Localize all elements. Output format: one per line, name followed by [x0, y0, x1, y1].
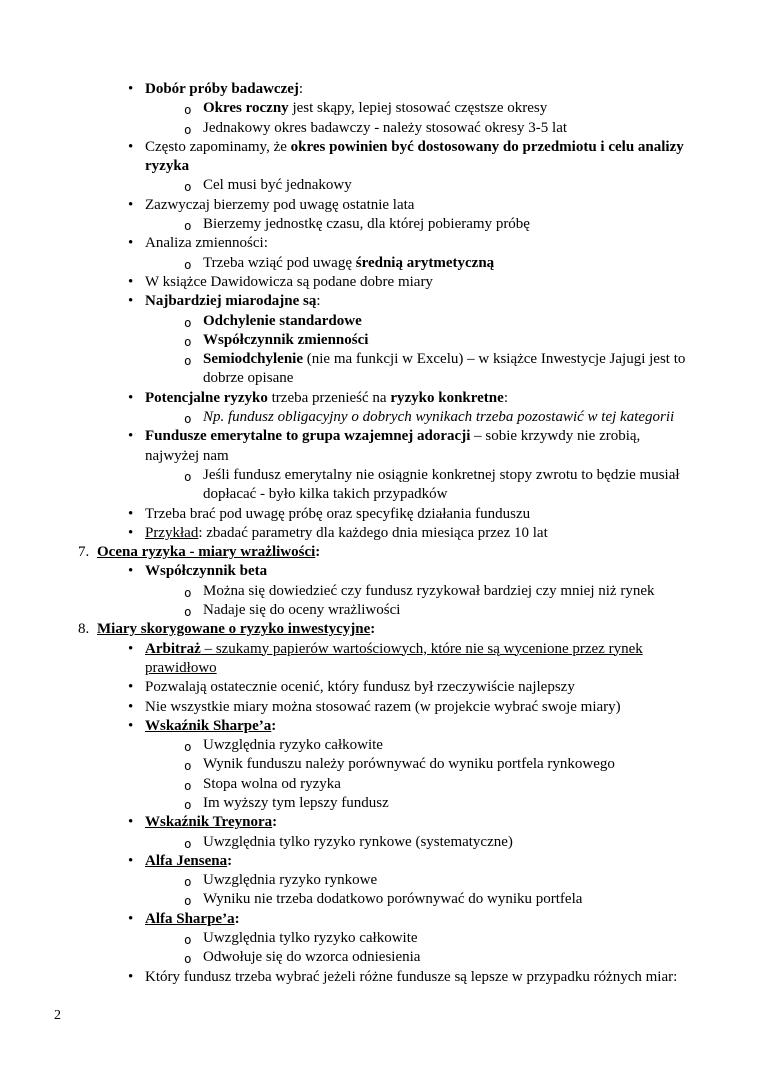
bullet-marker: o: [184, 411, 192, 427]
text-segment: Potencjalne ryzyko: [145, 389, 272, 406]
item-text: [203, 794, 732, 813]
item-text: [203, 890, 732, 909]
text-segment: trzeba przenieść na: [271, 389, 391, 406]
bullet-item: [0, 138, 760, 177]
text-segment: Analiza zmienności:: [145, 235, 268, 252]
item-text: [203, 176, 732, 195]
sub-bullet-item: [0, 254, 760, 273]
text-segment: Uwzględnia ryzyko rynkowe: [203, 872, 378, 889]
item-text: [145, 910, 730, 929]
bullet-item: [0, 80, 760, 99]
text-segment: Pozwalają ostatecznie ocenić, który fundusz był rzeczywiście najlepszy: [145, 679, 575, 696]
bullet-item: [0, 196, 760, 215]
text-segment: :: [234, 910, 240, 927]
text-segment: Uwzględnia ryzyko całkowite: [203, 737, 383, 754]
bullet-marker: •: [128, 428, 134, 445]
bullet-item: [0, 505, 760, 524]
text-segment: Arbitraż: [145, 640, 201, 657]
numbered-item: [0, 620, 760, 639]
sub-bullet-item: [0, 736, 760, 755]
text-segment: :: [315, 544, 321, 561]
item-text: [203, 119, 732, 138]
bullet-item: [0, 562, 760, 581]
item-text: [145, 196, 730, 215]
item-text: [145, 698, 730, 717]
bullet-item: [0, 273, 760, 292]
item-text: [145, 562, 730, 581]
text-segment: Stopa wolna od ryzyka: [203, 775, 341, 792]
item-text: [145, 234, 730, 253]
numbered-item: [0, 543, 760, 562]
item-text: [203, 833, 732, 852]
item-text: [145, 80, 730, 99]
sub-bullet-item: [0, 99, 760, 118]
bullet-marker: •: [128, 717, 134, 734]
bullet-item: [0, 389, 760, 408]
bullet-marker: o: [184, 604, 192, 620]
item-text: [203, 582, 732, 601]
text-segment: Przykład: [145, 524, 199, 541]
text-segment: jest skąpy, lepiej stosować częstsze okresy: [292, 100, 548, 117]
item-text: [203, 466, 732, 505]
text-segment: Wynik funduszu należy porównywać do wyniku portfela rynkowego: [203, 756, 615, 773]
bullet-marker: •: [128, 679, 134, 696]
text-segment: Wskaźnik Treynora: [145, 814, 273, 831]
bullet-item: [0, 698, 760, 717]
item-text: [145, 640, 730, 679]
item-text: [145, 678, 730, 697]
item-text: [203, 312, 732, 331]
bullet-item: [0, 524, 760, 543]
document-content: [0, 80, 760, 987]
item-text: [203, 254, 732, 273]
item-text: [203, 736, 732, 755]
bullet-marker: •: [128, 814, 134, 831]
item-text: [145, 813, 730, 832]
bullet-item: [0, 717, 760, 736]
item-number: 8.: [78, 621, 90, 638]
sub-bullet-item: [0, 601, 760, 620]
bullet-marker: o: [184, 218, 192, 234]
item-text: [145, 852, 730, 871]
text-segment: :: [271, 717, 277, 734]
text-segment: ryzyka: [145, 158, 190, 175]
text-segment: Najbardziej miarodajne są: [145, 293, 317, 310]
item-text: [145, 427, 730, 466]
bullet-marker: •: [128, 505, 134, 522]
bullet-marker: o: [184, 777, 192, 793]
item-text: [203, 755, 732, 774]
bullet-item: [0, 640, 760, 679]
bullet-marker: •: [128, 563, 134, 580]
text-segment: :: [503, 389, 508, 406]
sub-bullet-item: [0, 312, 760, 331]
text-segment: Dobór próby badawczej: [145, 81, 299, 97]
item-text: [145, 717, 730, 736]
item-text: [145, 389, 730, 408]
bullet-item: [0, 813, 760, 832]
text-segment: Odwołuje się do wzorca odniesienia: [203, 949, 421, 966]
bullet-marker: o: [184, 796, 192, 812]
bullet-item: [0, 852, 760, 871]
bullet-marker: o: [184, 951, 192, 967]
text-segment: :: [298, 81, 304, 97]
text-segment: Cel musi być jednakowy: [203, 177, 352, 194]
bullet-marker: •: [128, 640, 134, 657]
item-text: [145, 968, 730, 987]
sub-bullet-item: [0, 119, 760, 138]
text-segment: Nie wszystkie miary można stosować razem (w projekcie wybrać swoje miary): [145, 698, 621, 715]
item-text: [203, 99, 732, 118]
text-segment: Miary skorygowane o ryzyko inwestycyjne: [97, 621, 371, 638]
item-text: [203, 215, 732, 234]
sub-bullet-item: [0, 794, 760, 813]
text-segment: – szukamy papierów wartościowych, które nie są wycenione przez rynek: [200, 640, 643, 657]
bullet-item: [0, 234, 760, 253]
bullet-marker: •: [128, 81, 134, 97]
text-segment: W książce Dawidowicza są podane dobre miary: [145, 273, 433, 290]
bullet-marker: •: [128, 524, 134, 541]
item-text: [97, 543, 730, 562]
bullet-marker: •: [128, 852, 134, 869]
text-segment: (nie ma funkcji w Excelu) – w książce Inwestycje Jajugi jest to: [306, 351, 686, 368]
bullet-marker: •: [128, 273, 134, 290]
item-text: [145, 524, 730, 543]
sub-bullet-item: [0, 408, 760, 427]
bullet-marker: o: [184, 121, 192, 137]
item-text: [203, 408, 732, 427]
sub-bullet-item: [0, 871, 760, 890]
bullet-marker: o: [184, 739, 192, 755]
text-segment: Wskaźnik Sharpe’a: [145, 717, 272, 734]
text-segment: Ocena ryzyka - miary wrażliwości: [97, 544, 316, 561]
text-segment: Uwzględnia tylko ryzyko całkowite: [203, 930, 418, 947]
text-segment: Zazwyczaj bierzemy pod uwagę ostatnie lata: [145, 196, 415, 213]
sub-bullet-item: [0, 331, 760, 350]
bullet-marker: o: [184, 256, 192, 272]
bullet-marker: o: [184, 314, 192, 330]
bullet-marker: o: [184, 468, 192, 484]
text-segment: Okres roczny: [203, 100, 293, 117]
bullet-marker: •: [128, 389, 134, 406]
text-segment: Można się dowiedzieć czy fundusz ryzykował bardziej czy mniej niż rynek: [203, 582, 655, 599]
text-segment: Bierzemy jednostkę czasu, dla której pobieramy próbę: [203, 216, 530, 233]
sub-bullet-item: [0, 215, 760, 234]
bullet-item: [0, 968, 760, 987]
item-text: [203, 331, 732, 350]
text-segment: :: [227, 852, 233, 869]
bullet-item: [0, 678, 760, 697]
text-segment: prawidłowo: [145, 659, 217, 676]
text-segment: Współczynnik zmienności: [203, 331, 369, 348]
text-segment: Nadaje się do oceny wrażliwości: [203, 602, 401, 619]
item-text: [203, 948, 732, 967]
bullet-marker: •: [128, 138, 134, 155]
sub-bullet-item: [0, 755, 760, 774]
text-segment: najwyżej nam: [145, 447, 229, 464]
text-segment: Alfa Sharpe’a: [145, 910, 235, 927]
bullet-marker: o: [184, 932, 192, 948]
item-text: [145, 138, 730, 177]
bullet-marker: o: [184, 874, 192, 890]
bullet-marker: •: [128, 235, 134, 252]
bullet-marker: o: [184, 893, 192, 909]
item-text: [145, 292, 730, 311]
text-segment: :: [370, 621, 376, 638]
text-segment: Im wyższy tym lepszy fundusz: [203, 794, 389, 811]
sub-bullet-item: [0, 350, 760, 389]
item-text: [97, 620, 730, 639]
sub-bullet-item: [0, 833, 760, 852]
item-text: [145, 273, 730, 292]
text-segment: Alfa Jensena: [145, 852, 228, 869]
sub-bullet-item: [0, 929, 760, 948]
item-text: [203, 350, 732, 389]
text-segment: Często zapominamy, że: [145, 138, 291, 155]
text-segment: Np. fundusz obligacyjny o dobrych wynikach trzeba pozostawić w tej kategorii: [203, 409, 675, 426]
text-segment: średnią arytmetyczną: [355, 254, 495, 271]
bullet-marker: o: [184, 758, 192, 774]
bullet-marker: •: [128, 910, 134, 927]
text-segment: Fundusze emerytalne to grupa wzajemnej adoracji: [145, 428, 471, 445]
bullet-marker: o: [184, 835, 192, 851]
bullet-marker: o: [184, 584, 192, 600]
bullet-marker: o: [184, 179, 192, 195]
bullet-marker: o: [184, 102, 192, 118]
item-number: 7.: [78, 544, 90, 561]
text-segment: dopłacać - było kilka takich przypadków: [203, 486, 448, 503]
sub-bullet-item: [0, 890, 760, 909]
bullet-item: [0, 292, 760, 311]
text-segment: Który fundusz trzeba wybrać jeżeli różne fundusze są lepsze w przypadku różnych miar:: [145, 968, 678, 985]
item-text: [203, 929, 732, 948]
bullet-marker: •: [128, 698, 134, 715]
item-text: [203, 775, 732, 794]
text-segment: Jeśli fundusz emerytalny nie osiągnie konkretnej stopy zwrotu to będzie musiał: [203, 466, 680, 483]
text-segment: : zbadać parametry dla każdego dnia miesiąca przez 10 lat: [198, 524, 548, 541]
text-segment: Trzeba wziąć pod uwagę: [203, 254, 356, 271]
text-segment: Trzeba brać pod uwagę próbę oraz specyfikę działania funduszu: [145, 505, 531, 522]
bullet-marker: o: [184, 353, 192, 369]
item-text: [203, 871, 732, 890]
text-segment: Semiodchylenie: [203, 351, 307, 368]
bullet-item: [0, 427, 760, 466]
text-segment: ryzyko konkretne: [390, 389, 504, 406]
item-text: [203, 601, 732, 620]
sub-bullet-item: [0, 775, 760, 794]
sub-bullet-item: [0, 948, 760, 967]
bullet-item: [0, 910, 760, 929]
page-number: 2: [54, 1008, 61, 1023]
sub-bullet-item: [0, 582, 760, 601]
sub-bullet-item: [0, 176, 760, 195]
text-segment: okres powinien być dostosowany do przedmiotu i celu analizy: [290, 138, 684, 155]
bullet-marker: •: [128, 196, 134, 213]
text-segment: – sobie krzywdy nie zrobią,: [470, 428, 641, 445]
item-text: [145, 505, 730, 524]
text-segment: Jednakowy okres badawczy - należy stosować okresy 3-5 lat: [203, 119, 568, 136]
bullet-marker: •: [128, 968, 134, 985]
text-segment: :: [316, 293, 321, 310]
text-segment: :: [272, 814, 278, 831]
text-segment: Odchylenie standardowe: [203, 312, 362, 329]
text-segment: Wyniku nie trzeba dodatkowo porównywać do wyniku portfela: [203, 891, 583, 908]
text-segment: Uwzględnia tylko ryzyko rynkowe (systematyczne): [203, 833, 513, 850]
bullet-marker: •: [128, 293, 134, 310]
text-segment: Współczynnik beta: [145, 563, 268, 580]
sub-bullet-item: [0, 466, 760, 505]
text-segment: dobrze opisane: [203, 370, 294, 387]
bullet-marker: o: [184, 333, 192, 349]
